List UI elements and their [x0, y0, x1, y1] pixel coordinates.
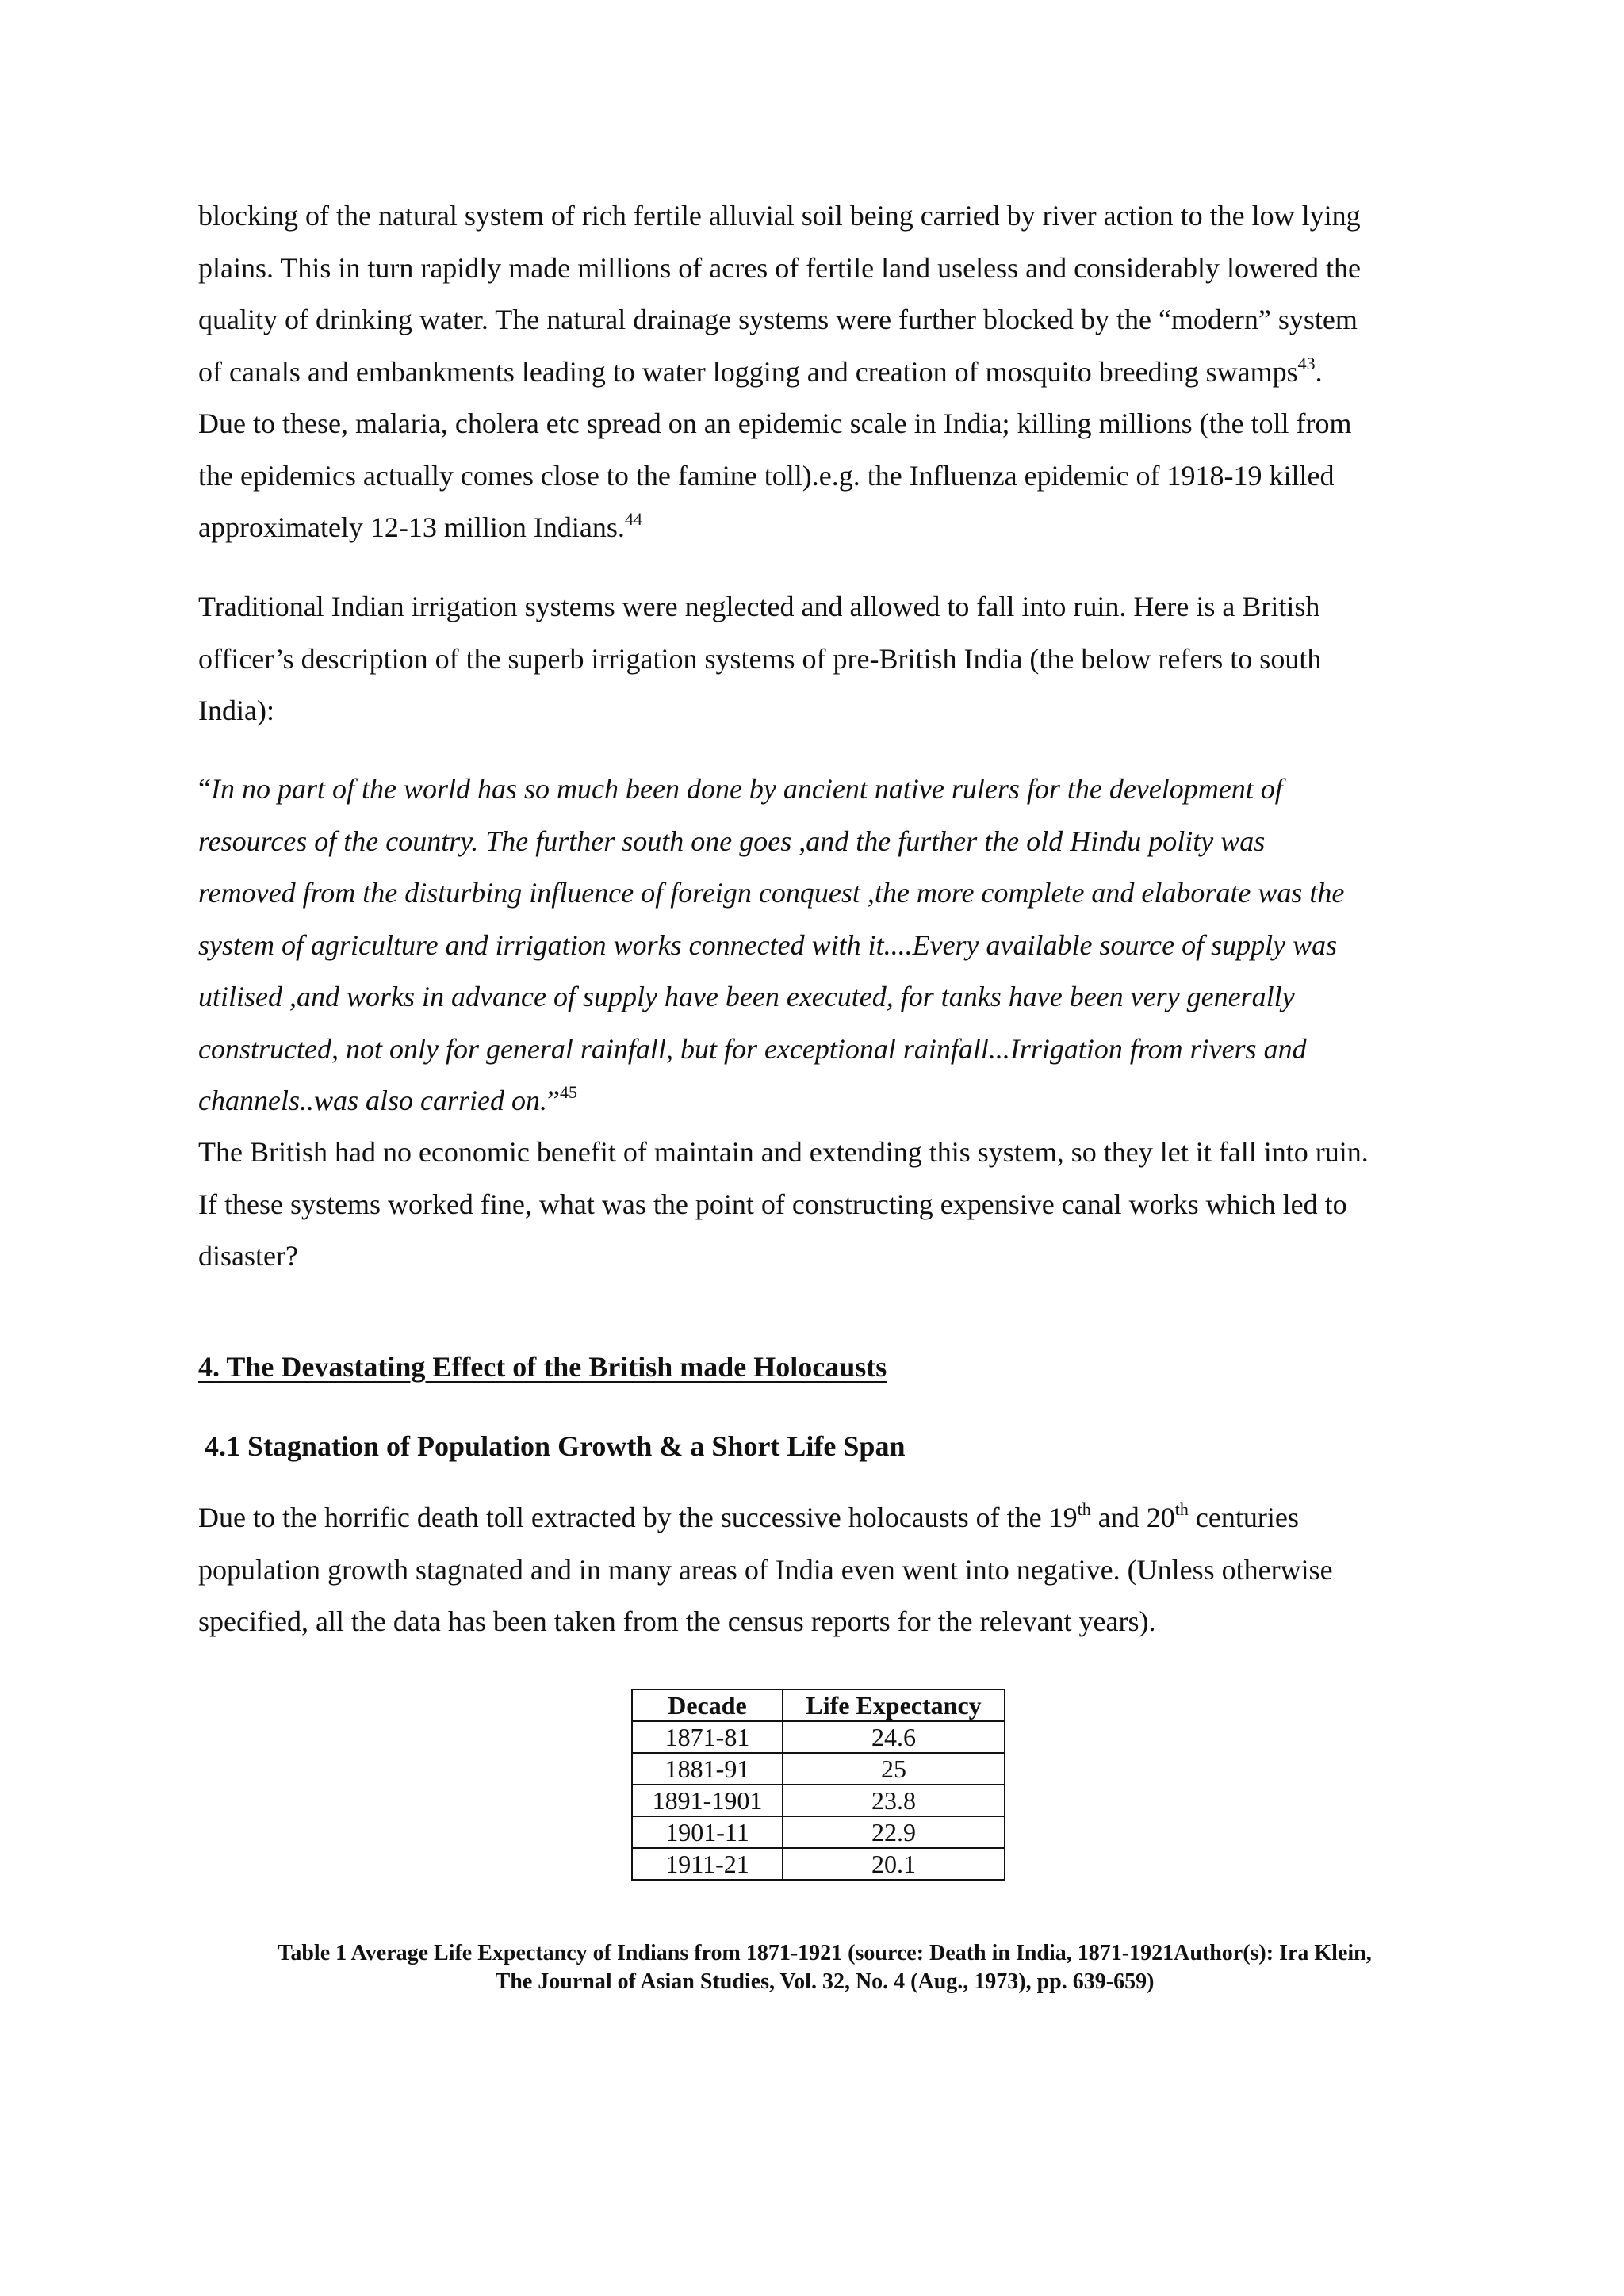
text-line: officer’s description of the superb irrigation systems of pre-British India (the below refers to south: [198, 642, 1322, 675]
text-line: Due to these, malaria, cholera etc spread on an epidemic scale in India; killing millions (the toll from: [198, 408, 1352, 439]
table-cell-life-expectancy: 23.8: [783, 1785, 1005, 1816]
text-line: resources of the country. The further south one goes ,and the further the old Hindu polity was: [198, 825, 1266, 857]
text-line: [198, 1075, 1344, 1127]
subsection-heading: 4.1 Stagnation of Population Growth & a Short Life Span: [205, 1430, 906, 1462]
superscript-th: th: [1174, 1499, 1189, 1519]
table-cell-decade: 1911-21: [632, 1848, 783, 1880]
text-line: [198, 502, 1361, 554]
table-cell-decade: 1901-11: [632, 1816, 783, 1848]
table-cell-life-expectancy: 22.9: [783, 1816, 1005, 1848]
table-row: [632, 1785, 1005, 1816]
table-row: [632, 1816, 1005, 1848]
text-line: blocking of the natural system of rich fertile alluvial soil being carried by river action to the low lying: [198, 200, 1361, 232]
table-row: [632, 1753, 1005, 1785]
text-line: specified, all the data has been taken from the census reports for the relevant years).: [198, 1605, 1156, 1637]
paragraph-population: [198, 1492, 1333, 1648]
table-cell-life-expectancy: 20.1: [783, 1848, 1005, 1880]
column-header-life-expectancy: Life Expectancy: [783, 1689, 1005, 1721]
paragraph-drainage: [198, 190, 1361, 554]
text-line: [198, 346, 1361, 399]
table-cell-decade: 1891-1901: [632, 1785, 783, 1816]
quote-open-mark: “: [198, 773, 211, 805]
footnote-ref-45: 45: [559, 1082, 577, 1102]
text-line: system of agriculture and irrigation works connected with it....Every available source of supply was: [198, 928, 1338, 961]
quote-close-mark: ”: [546, 1085, 560, 1116]
text-line: removed from the disturbing influence of foreign conquest ,the more complete and elaborate was the: [198, 877, 1345, 909]
table-caption: [198, 1939, 1451, 1996]
text-segment: of canals and embankments leading to water logging and creation of mosquito breeding swamps: [198, 355, 1298, 388]
text-line: [198, 1492, 1333, 1544]
text-line: utilised ,and works in advance of supply have been executed, for tanks have been very generally: [198, 981, 1295, 1012]
table-cell-life-expectancy: 24.6: [783, 1721, 1005, 1753]
text-line: India):: [198, 695, 274, 726]
paragraph-british-neglect: [198, 1127, 1369, 1283]
table-row: [632, 1848, 1005, 1880]
text-segment: .: [1315, 355, 1323, 388]
superscript-th: th: [1077, 1499, 1091, 1519]
text-segment: Due to the horrific death toll extracted by the successive holocausts of the 19: [198, 1502, 1078, 1533]
text-line: plains. This in turn rapidly made millions of acres of fertile land useless and considerably lowered the: [198, 251, 1361, 284]
table-cell-life-expectancy: 25: [783, 1753, 1005, 1785]
footnote-ref-44: 44: [624, 509, 642, 529]
table-cell-decade: 1881-91: [632, 1753, 783, 1785]
block-quote: [198, 763, 1344, 1127]
text-segment: approximately 12-13 million Indians.: [198, 511, 625, 543]
table-cell-decade: 1871-81: [632, 1721, 783, 1753]
table-row: [632, 1721, 1005, 1753]
footnote-ref-43: 43: [1297, 353, 1316, 373]
text-line: constructed, not only for general rainfall, but for exceptional rainfall...Irrigation from rivers and: [198, 1032, 1307, 1065]
text-line: The British had no economic benefit of maintain and extending this system, so they let it fall into ruin.: [198, 1136, 1369, 1168]
text-line: If these systems worked fine, what was the point of constructing expensive canal works which led to: [198, 1188, 1347, 1220]
paragraph-irrigation-intro: [198, 581, 1321, 737]
text-segment: centuries: [1188, 1502, 1299, 1533]
text-line: Traditional Indian irrigation systems were neglected and allowed to fall into ruin. Here is a British: [198, 591, 1320, 622]
section-heading: 4. The Devastating Effect of the British made Holocausts: [198, 1351, 887, 1383]
text-line: [198, 763, 1344, 816]
text-line: the epidemics actually comes close to the famine toll).e.g. the Influenza epidemic of 1918-19 killed: [198, 459, 1335, 492]
caption-line: Table 1 Average Life Expectancy of Indians from 1871-1921 (source: Death in India, 1871-1921Author(s): Ira Klein,: [278, 1941, 1372, 1965]
caption-line: The Journal of Asian Studies, Vol. 32, No. 4 (Aug., 1973), pp. 639-659): [495, 1969, 1155, 1994]
life-expectancy-table: [631, 1689, 1005, 1881]
text-line: disaster?: [198, 1240, 298, 1272]
text-segment: channels..was also carried on.: [198, 1085, 547, 1116]
text-line: population growth stagnated and in many areas of India even went into negative. (Unless otherwise: [198, 1553, 1333, 1586]
text-line: quality of drinking water. The natural drainage systems were further blocked by the “modern” system: [198, 304, 1358, 335]
text-segment: In no part of the world has so much been done by ancient native rulers for the development of: [210, 773, 1283, 805]
table-header-row: [632, 1689, 1005, 1721]
column-header-decade: Decade: [632, 1689, 783, 1721]
text-segment: and 20: [1090, 1502, 1175, 1533]
